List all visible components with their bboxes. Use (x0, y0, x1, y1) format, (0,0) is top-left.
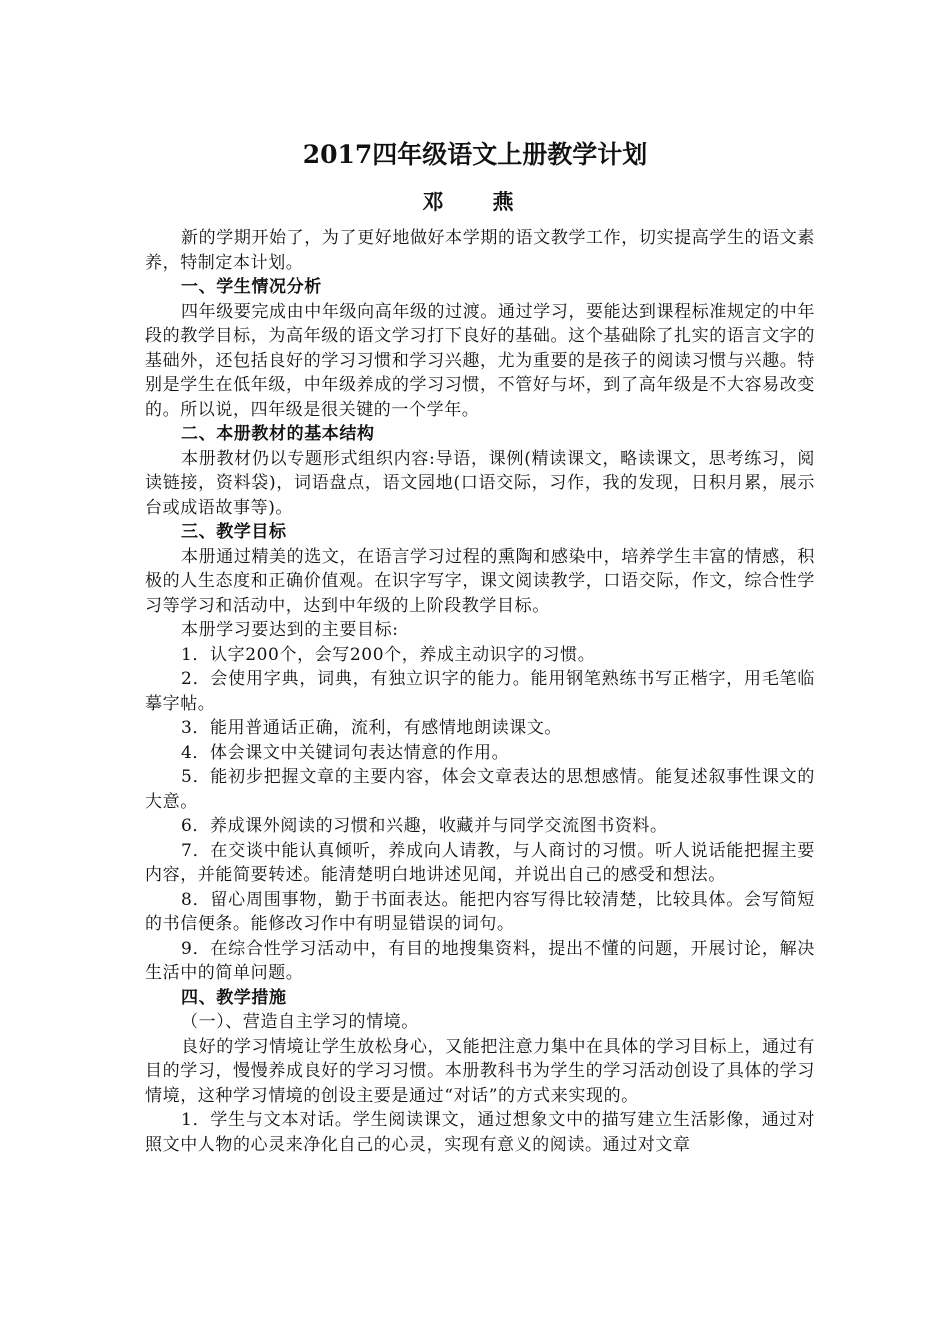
section-heading: 三、教学目标 (181, 522, 287, 542)
paragraph: 9．在综合性学习活动中，有目的地搜集资料，提出不懂的问题，开展讨论，解决生活中的简单问题。 (145, 938, 815, 983)
document-author: 邓 燕 (422, 189, 528, 214)
section-heading: 二、本册教材的基本结构 (181, 424, 375, 444)
paragraph: 本册学习要达到的主要目标: (181, 620, 399, 640)
paragraph: 2．会使用字典，词典，有独立识字的能力。能用钢笔熟练书写正楷字，用毛笔临摹字帖。 (145, 669, 815, 714)
paragraph: 新的学期开始了，为了更好地做好本学期的语文教学工作，切实提高学生的语文素养，特制定本计划。 (145, 228, 815, 273)
paragraph: 8．留心周围事物，勤于书面表达。能把内容写得比较清楚，比较具体。会写简短的书信便条。能修改习作中有明显错误的词句。 (145, 889, 815, 934)
paragraph: 四年级要完成由中年级向高年级的过渡。通过学习，要能达到课程标准规定的中年段的教学目标，为高年级的语文学习打下良好的基础。这个基础除了扎实的语言文字的基础外，还包括良好的学习习惯和学习兴趣，尤为重要的是孩子的阅读习惯与兴趣。特别是学生在低年级，中年级养成的学习习惯，不管好与坏，到了高年级是不大容易改变的。所以说，四年级是很关键的一个学年。 (145, 301, 815, 420)
paragraph: 本册通过精美的选文，在语言学习过程的熏陶和感染中，培养学生丰富的情感，积极的人生态度和正确价值观。在识字写字，课文阅读教学，口语交际，作文，综合性学习等学习和活动中，达到中年级的上阶段教学目标。 (145, 546, 815, 616)
paragraph: （一）、营造自主学习的情境。 (181, 1012, 419, 1032)
section-heading: 四、教学措施 (181, 987, 287, 1008)
paragraph: 良好的学习情境让学生放松身心，又能把注意力集中在具体的学习目标上，通过有目的学习，慢慢养成良好的学习习惯。本册教科书为学生的学习活动创设了具体的学习情境，这种学习情境的创设主要是通过“对话”的方式来实现的。 (145, 1036, 815, 1106)
paragraph: 1．学生与文本对话。学生阅读课文，通过想象文中的描写建立生活影像，通过对照文中人物的心灵来净化自己的心灵，实现有意义的阅读。通过对文章 (145, 1110, 815, 1155)
paragraph: 6．养成课外阅读的习惯和兴趣，收藏并与同学交流图书资料。 (181, 816, 668, 836)
paragraph: 3．能用普通话正确，流利，有感情地朗读课文。 (181, 718, 563, 738)
paragraph: 本册教材仍以专题形式组织内容:导语，课例(精读课文，略读课文，思考练习，阅读链接，资料袋)，词语盘点，语文园地(口语交际，习作，我的发现，日积月累，展示台或成语故事等)。 (145, 448, 815, 518)
paragraph: 4．体会课文中关键词句表达情意的作用。 (181, 742, 510, 763)
paragraph: 5．能初步把握文章的主要内容，体会文章表达的思想感情。能复述叙事性课文的大意。 (145, 767, 815, 812)
document-body (145, 226, 815, 1157)
paragraph: 1．认字200个，会写200个，养成主动识字的习惯。 (181, 644, 596, 665)
section-heading: 一、学生情况分析 (181, 277, 322, 297)
document-title: 2017四年级语文上册教学计划 (302, 140, 648, 169)
paragraph: 7．在交谈中能认真倾听，养成向人请教，与人商讨的习惯。听人说话能把握主要内容，并能简要转述。能清楚明白地讲述见闻，并说出自己的感受和想法。 (145, 840, 815, 885)
